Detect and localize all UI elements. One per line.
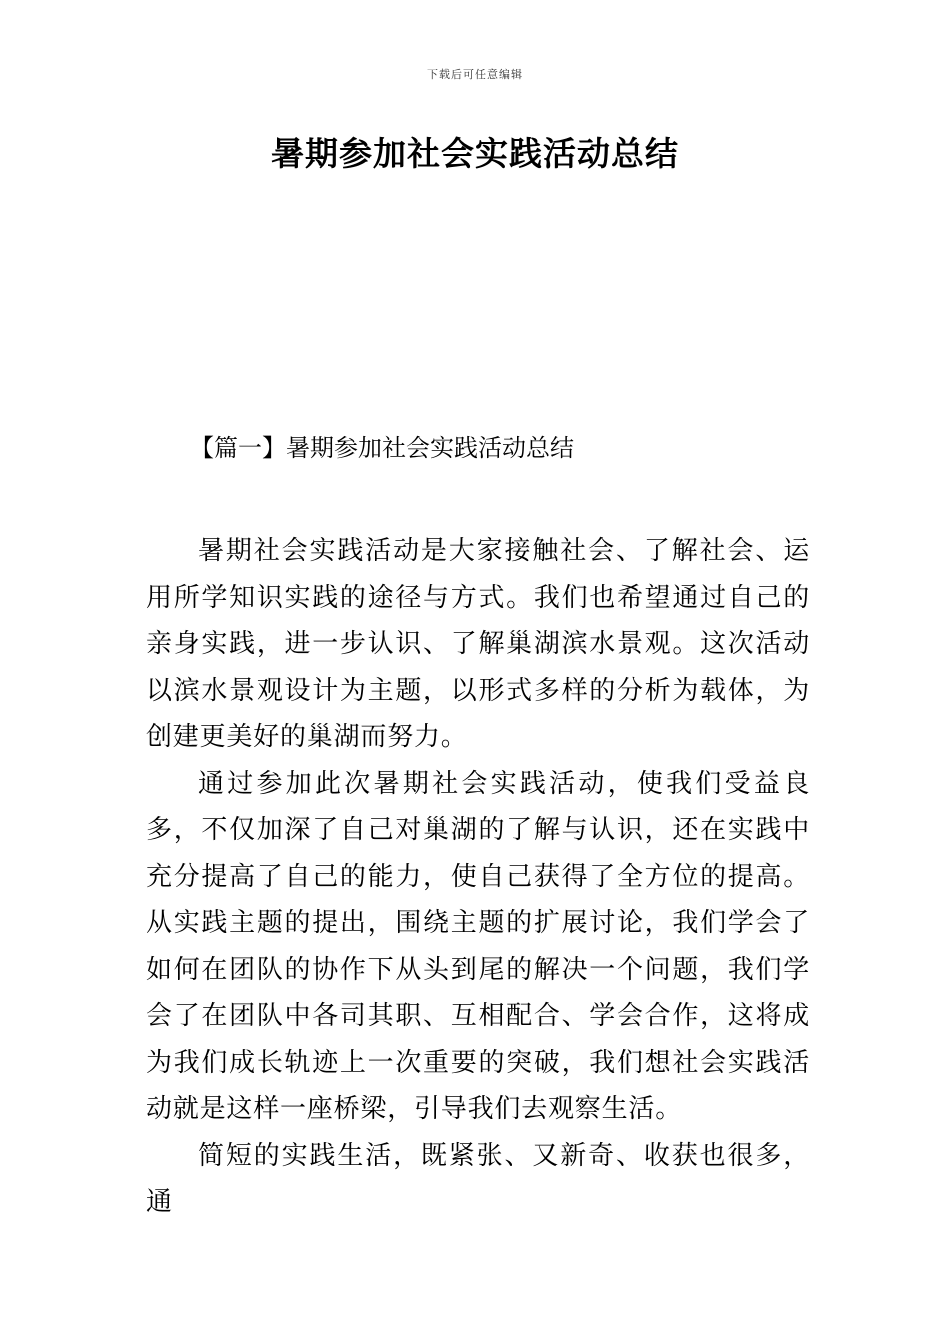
body-text	[146, 528, 810, 1226]
paragraph-2: 通过参加此次暑期社会实践活动，使我们受益良多，不仅加深了自己对巢湖的了解与认识，还在实践中充分提高了自己的能力，使自己获得了全方位的提高。从实践主题的提出，围绕主题的扩展讨论，我们学会了如何在团队的协作下从头到尾的解决一个问题，我们学会了在团队中各司其职、互相配合、学会合作，这将成为我们成长轨迹上一次重要的突破，我们想社会实践活动就是这样一座桥梁，引导我们去观察生活。	[146, 768, 810, 1124]
paragraph-3: 简短的实践生活，既紧张、又新奇、收获也很多，通	[146, 1140, 810, 1217]
header-note: 下载后可任意编辑	[427, 68, 523, 81]
document-title: 暑期参加社会实践活动总结	[271, 134, 679, 173]
section-heading: 【篇一】暑期参加社会实践活动总结	[190, 434, 574, 462]
paragraph-1: 暑期社会实践活动是大家接触社会、了解社会、运用所学知识实践的途径与方式。我们也希望通过自己的亲身实践，进一步认识、了解巢湖滨水景观。这次活动以滨水景观设计为主题，以形式多样的分析为载体，为创建更美好的巢湖而努力。	[146, 536, 810, 752]
